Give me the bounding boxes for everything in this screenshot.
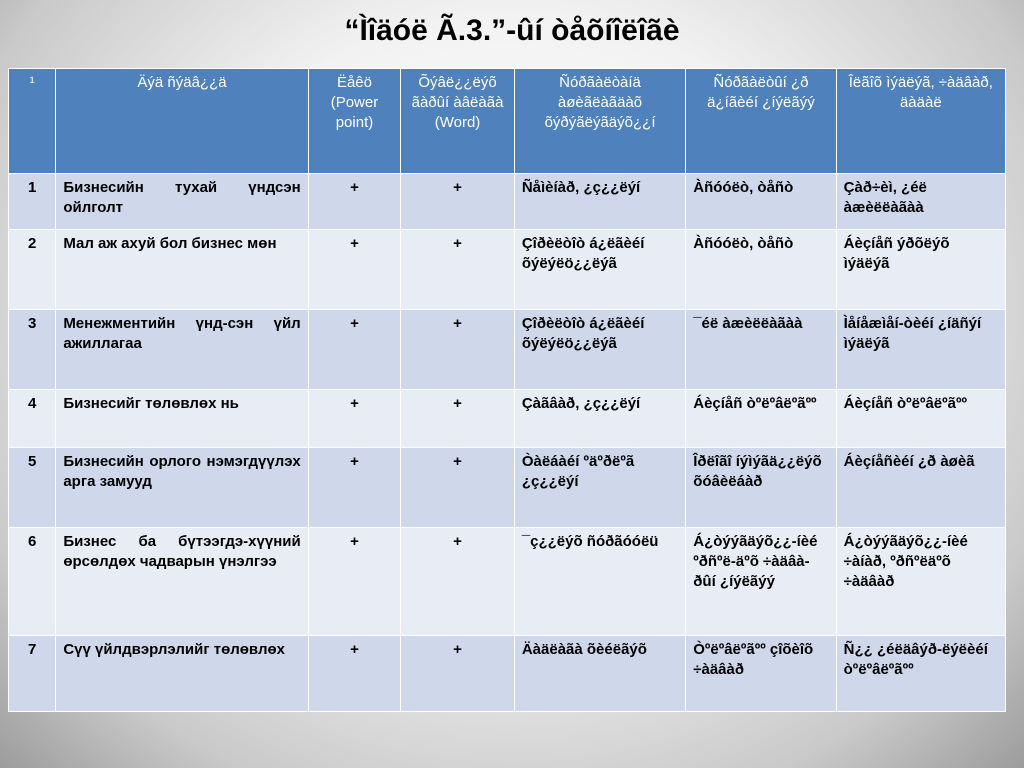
row-topic: Сүү үйлдвэрлэлийг төлөвлөх <box>56 636 308 712</box>
row-materials: Çîðèëòîò á¿ëãèéí õýëýëö¿¿ëýã <box>514 310 685 390</box>
row-handout: + <box>401 230 515 310</box>
row-handout: + <box>401 390 515 448</box>
row-lecture: + <box>308 310 401 390</box>
row-number: 4 <box>9 390 56 448</box>
row-assessment: Áèçíåñ òºëºâëºãºº <box>686 390 836 448</box>
table-row <box>9 448 1006 528</box>
row-assessment: Àñóóëò, òåñò <box>686 230 836 310</box>
row-handout: + <box>401 636 515 712</box>
row-materials: Òàëáàéí ºäºðëºã ¿ç¿¿ëýí <box>514 448 685 528</box>
row-skills: Áèçíåñèéí ¿ð àøèã <box>836 448 1005 528</box>
row-skills: Çàð÷èì, ¿éë àæèëëàãàà <box>836 174 1005 230</box>
page-title: “Ìîäóë Ã.3.”-ûí òåõíîëîãè <box>344 14 680 47</box>
row-lecture: + <box>308 390 401 448</box>
row-assessment: Òºëºâëºãºº çîõèîõ ÷àäâàð <box>686 636 836 712</box>
row-lecture: + <box>308 230 401 310</box>
row-number: 7 <box>9 636 56 712</box>
row-skills: Áèçíåñ òºëºâëºãºº <box>836 390 1005 448</box>
row-topic: Бизнесийн тухай үндсэн ойлголт <box>56 174 308 230</box>
row-topic: Бизнесийг төлөвлөх нь <box>56 390 308 448</box>
table-row <box>9 390 1006 448</box>
row-assessment: ¯éë àæèëëàãàà <box>686 310 836 390</box>
row-number: 6 <box>9 528 56 636</box>
row-assessment: Á¿òýýãäýõ¿¿-íèé ºðñºë-äºõ ÷àäâà-ðûí ¿íýëãýý <box>686 528 836 636</box>
row-lecture: + <box>308 636 401 712</box>
header-lecture: Ëåêö (Power point) <box>308 69 401 174</box>
header-handout: Õýâë¿¿ëýõ ãàðûí àâëàãà (Word) <box>401 69 515 174</box>
row-number: 1 <box>9 174 56 230</box>
row-number: 2 <box>9 230 56 310</box>
table-row <box>9 310 1006 390</box>
row-materials: Çàãâàð, ¿ç¿¿ëýí <box>514 390 685 448</box>
row-materials: Ñåìèíàð, ¿ç¿¿ëýí <box>514 174 685 230</box>
row-assessment: Îðëîãî íýìýãä¿¿ëýõ õóâèëáàð <box>686 448 836 528</box>
row-number: 3 <box>9 310 56 390</box>
row-number: 5 <box>9 448 56 528</box>
row-topic: Менежментийн үнд-сэн үйл ажиллагаа <box>56 310 308 390</box>
header-number: ¹ <box>9 69 56 174</box>
table-row <box>9 636 1006 712</box>
table-row <box>9 230 1006 310</box>
row-topic: Мал аж ахуй бол бизнес мөн <box>56 230 308 310</box>
row-lecture: + <box>308 174 401 230</box>
row-assessment: Àñóóëò, òåñò <box>686 174 836 230</box>
row-skills: Á¿òýýãäýõ¿¿-íèé ÷àíàð, ºðñºëäºõ ÷àäâàð <box>836 528 1005 636</box>
header-topic: Äýä ñýäâ¿¿ä <box>56 69 308 174</box>
header-materials: Ñóðãàëòàíä àøèãëàãäàõ õýðýãëýãäýõ¿¿í <box>514 69 685 174</box>
row-skills: Ìåíåæìåí-òèéí ¿íäñýí ìýäëýã <box>836 310 1005 390</box>
row-lecture: + <box>308 528 401 636</box>
row-handout: + <box>401 310 515 390</box>
table-row <box>9 528 1006 636</box>
row-lecture: + <box>308 448 401 528</box>
row-materials: ¯ç¿¿ëýõ ñóðãóóëü <box>514 528 685 636</box>
row-topic: Бизнес ба бүтээгдэ-хүүний өрсөлдөх чадварын үнэлгээ <box>56 528 308 636</box>
header-skills: Îëãîõ ìýäëýã, ÷àäâàð, äàäàë <box>836 69 1005 174</box>
row-skills: Ñ¿¿ ¿éëäâýð-ëýëèéí òºëºâëºãºº <box>836 636 1005 712</box>
row-materials: Äàäëàãà õèéëãýõ <box>514 636 685 712</box>
row-handout: + <box>401 448 515 528</box>
row-materials: Çîðèëòîò á¿ëãèéí õýëýëö¿¿ëýã <box>514 230 685 310</box>
header-row <box>9 69 1006 174</box>
curriculum-table <box>8 68 1006 712</box>
row-topic: Бизнесийн орлого нэмэгдүүлэх арга замууд <box>56 448 308 528</box>
table-row <box>9 174 1006 230</box>
header-assessment: Ñóðãàëòûí ¿ð ä¿íãèéí ¿íýëãýý <box>686 69 836 174</box>
row-handout: + <box>401 174 515 230</box>
row-handout: + <box>401 528 515 636</box>
row-skills: Áèçíåñ ýðõëýõ ìýäëýã <box>836 230 1005 310</box>
